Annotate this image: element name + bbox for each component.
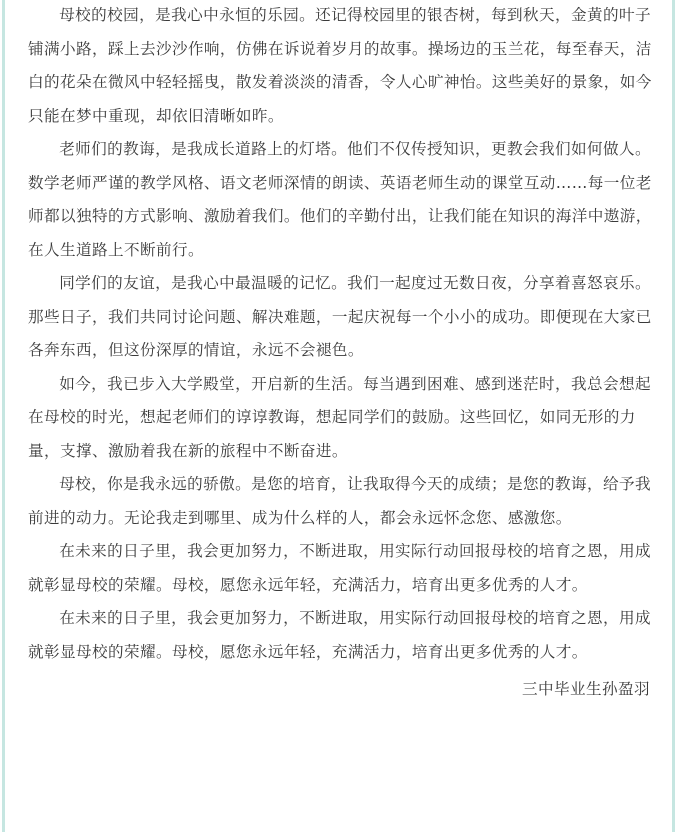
paragraph-teachers: 老师们的教诲，是我成长道路上的灯塔。他们不仅传授知识，更教会我们如何做人。数学老师严谨的教学风格、语文老师深情的朗读、英语老师生动的课堂互动……每一位老师都以独特的方式影响、激励着我们。他们的辛勤付出，让我们能在知识的海洋中遨游，在人生道路上不断前行。 — [28, 140, 652, 259]
paragraph-future-repeat: 在未来的日子里，我会更加努力，不断进取，用实际行动回报母校的培育之恩，用成就彰显母校的荣耀。母校，愿您永远年轻，充满活力，培育出更多优秀的人才。 — [28, 609, 651, 661]
article-body — [28, 0, 654, 707]
paragraph-classmates: 同学们的友谊，是我心中最温暖的记忆。我们一起度过无数日夜，分享着喜怒哀乐。那些日子，我们共同讨论问题、解决难题，一起庆祝每一个小小的成功。即便现在大家已各奔东西，但这份深厚的情谊，永远不会褪色。 — [28, 274, 652, 359]
paragraph-campus: 母校的校园，是我心中永恒的乐园。还记得校园里的银杏树，每到秋天，金黄的叶子铺满小路，踩上去沙沙作响，仿佛在诉说着岁月的故事。操场边的玉兰花，每至春天，洁白的花朵在微风中轻轻摇曳，散发着淡淡的清香，令人心旷神怡。这些美好的景象，如今只能在梦中重现，却依旧清晰如昨。 — [28, 6, 652, 125]
paragraph-university: 如今，我已步入大学殿堂，开启新的生活。每当遇到困难、感到迷茫时，我总会想起在母校的时光，想起老师们的谆谆教诲，想起同学们的鼓励。这些回忆，如同无形的力量，支撑、激励着我在新的旅程中不断奋进。 — [28, 374, 651, 460]
author-signature: 三中毕业生孙盈羽 — [522, 680, 650, 698]
paragraph-future: 在未来的日子里，我会更加努力，不断进取，用实际行动回报母校的培育之恩，用成就彰显母校的荣耀。母校，愿您永远年轻，充满活力，培育出更多优秀的人才。 — [28, 542, 651, 594]
paragraph-pride: 母校，你是我永远的骄傲。是您的培育，让我取得今天的成绩；是您的教诲，给予我前进的动力。无论我走到哪里、成为什么样的人，都会永远怀念您、感激您。 — [28, 475, 651, 527]
